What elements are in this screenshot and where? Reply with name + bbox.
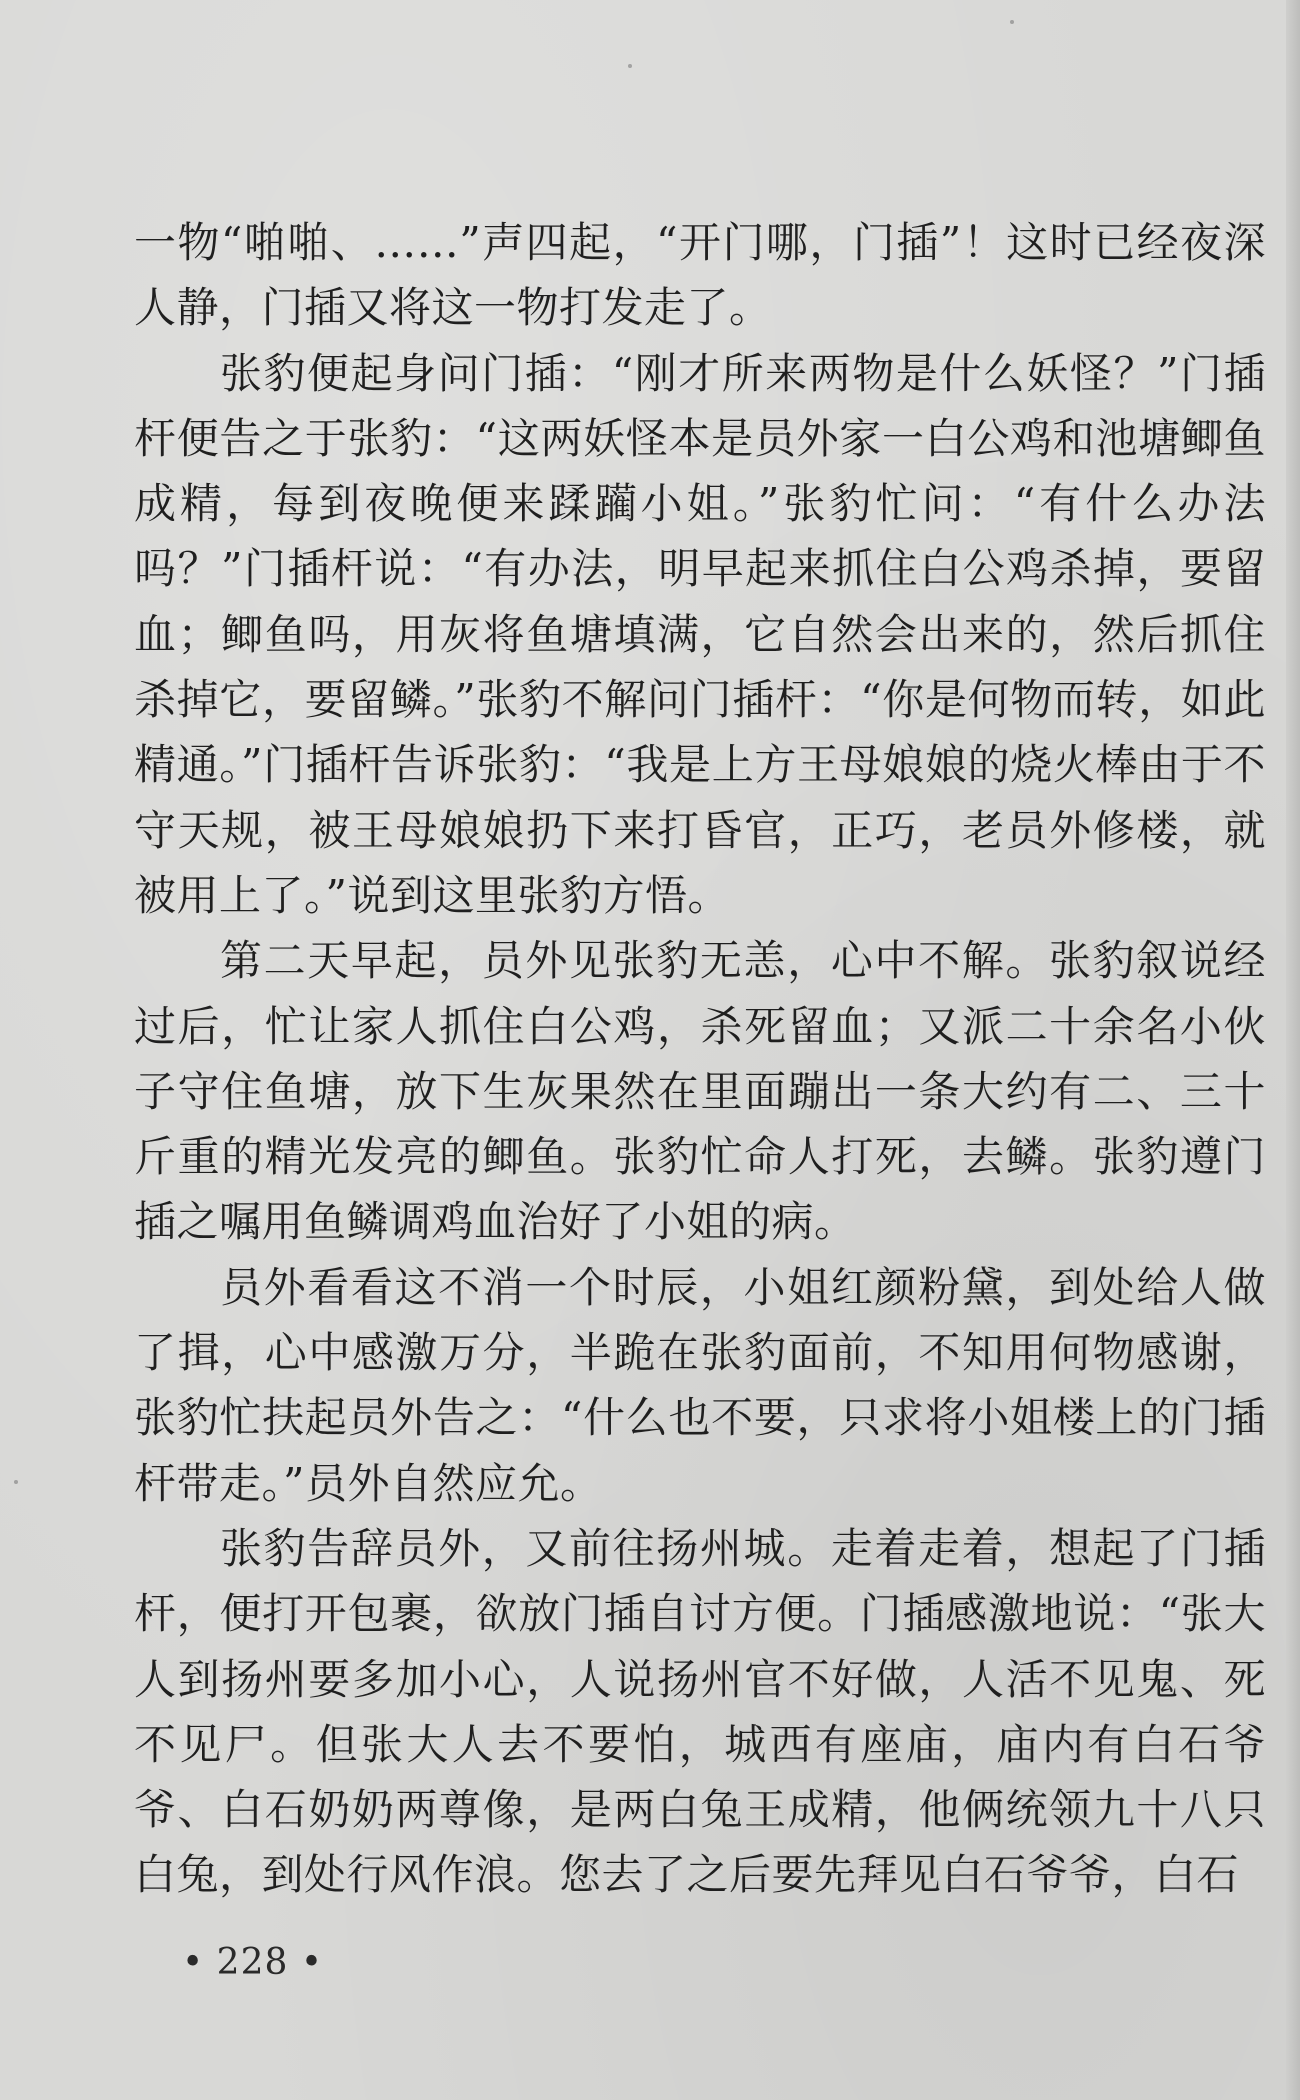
page-number: • 228 • xyxy=(182,1942,324,1983)
paragraph-5: 张豹告辞员外，又前往扬州城。走着走着，想起了门插杆，便打开包裹，欲放门插自讨方便。门插感激地说：“张大人到扬州要多加小心，人说扬州官不好做，人活不见鬼、死不见尸。但张大人去不要怕，城西有座庙，庙内有白石爷爷、白石奶奶两尊像，是两白兔王成精，他俩统领九十八只白兔，到处行风作浪。您去了之后要先拜见白石爷爷，白石 xyxy=(134,1523,1266,1900)
paper-speck xyxy=(628,64,632,68)
paragraph-4: 员外看看这不消一个时辰，小姐红颜粉黛，到处给人做了揖，心中感激万分，半跪在张豹面前，不知用何物感谢，张豹忙扶起员外告之：“什么也不要，只求将小姐楼上的门插杆带走。”员外自然应允。 xyxy=(134,1262,1266,1508)
paragraph-2: 张豹便起身问门插：“刚才所来两物是什么妖怪？”门插杆便告之于张豹：“这两妖怪本是员外家一白公鸡和池塘鲫鱼成精，每到夜晚便来蹂躏小姐。”张豹忙问：“有什么办法吗？”门插杆说：“有办法，明早起来抓住白公鸡杀掉，要留血；鲫鱼吗，用灰将鱼塘填满，它自然会出来的，然后抓住杀掉它，要留鳞。”张豹不解问门插杆：“你是何物而转，如此精通。”门插杆告诉张豹：“我是上方王母娘娘的烧火棒由于不守天规，被王母娘娘扔下来打昏官，正巧，老员外修楼，就被用上了。”说到这里张豹方悟。 xyxy=(134,348,1266,920)
paragraph-1: 一物“啪啪、……”声四起，“开门哪，门插”！这时已经夜深人静，门插又将这一物打发走了。 xyxy=(134,218,1266,333)
paragraph-3: 第二天早起，员外见张豹无恙，心中不解。张豹叙说经过后，忙让家人抓住白公鸡，杀死留血；又派二十余名小伙子守住鱼塘，放下生灰果然在里面蹦出一条大约有二、三十斤重的精光发亮的鲫鱼。张豹忙命人打死，去鳞。张豹遵门插之嘱用鱼鳞调鸡血治好了小姐的病。 xyxy=(134,936,1266,1247)
paper-speck xyxy=(1010,20,1014,24)
page-edge xyxy=(1286,0,1300,2100)
body-text xyxy=(134,210,1266,1908)
paper-speck xyxy=(14,1480,18,1484)
